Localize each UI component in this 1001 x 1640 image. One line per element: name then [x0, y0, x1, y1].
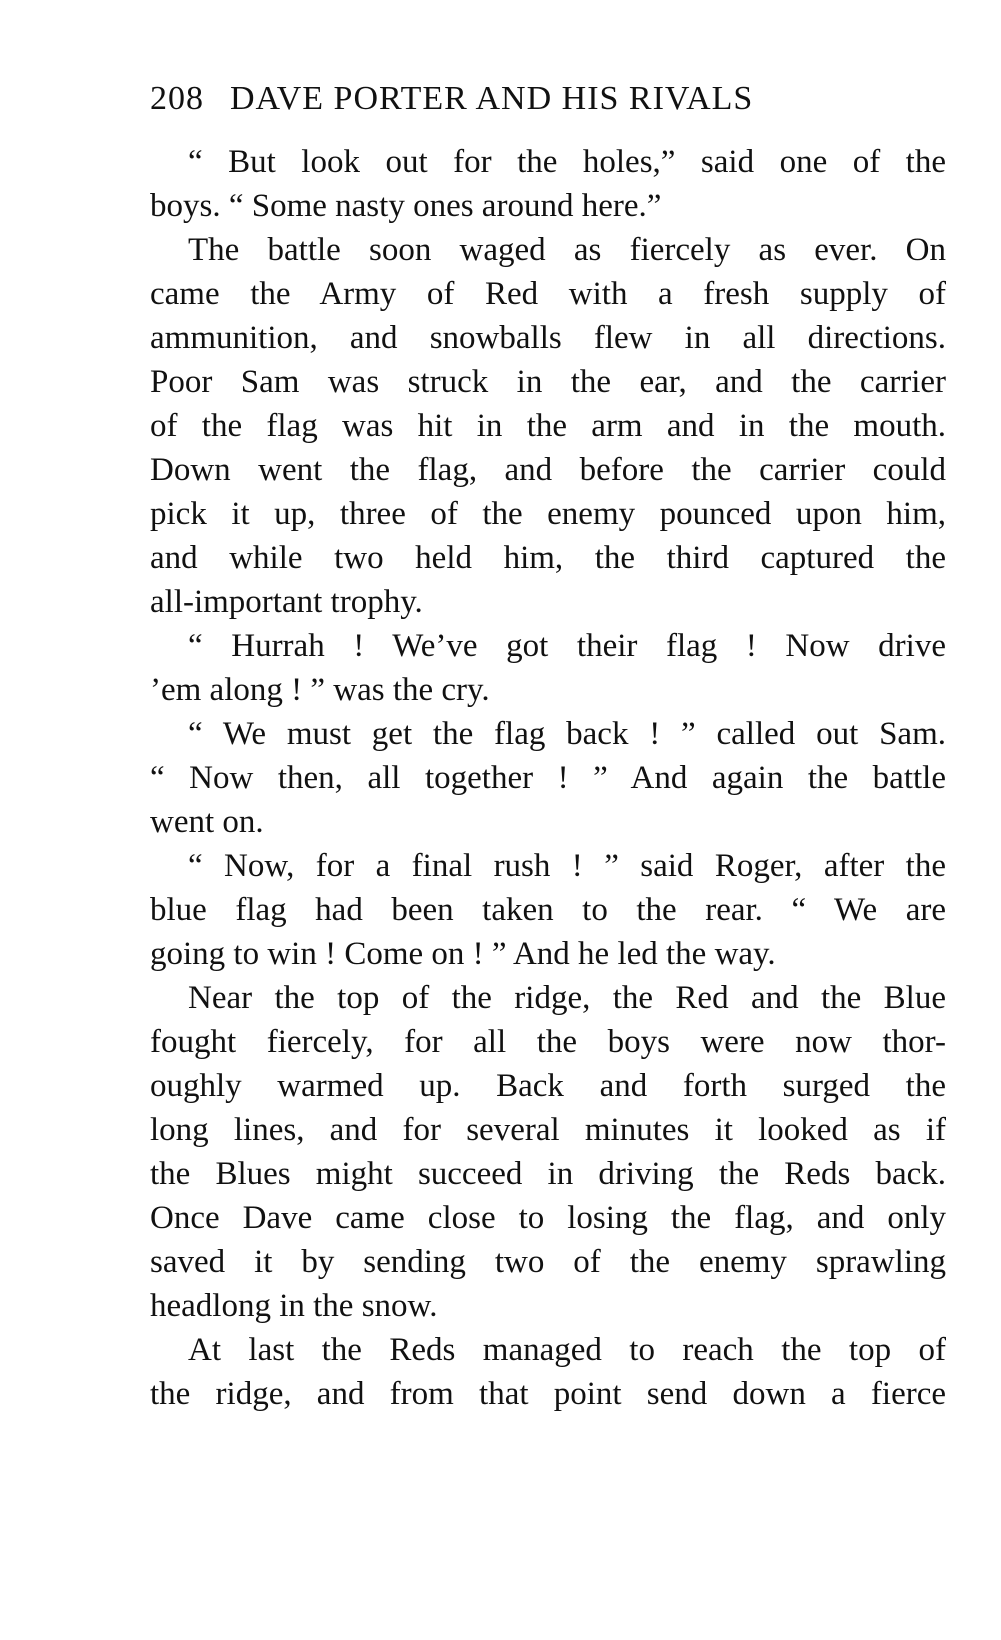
text-line: saved it by sending two of the enemy sprawling	[150, 1244, 946, 1280]
text-line: Once Dave came close to losing the flag, and only	[150, 1200, 946, 1236]
body-text	[150, 140, 946, 1416]
text-line: oughly warmed up. Back and forth surged the	[150, 1068, 946, 1104]
text-line: going to win ! Come on ! ” And he led the way.	[150, 936, 776, 972]
text-line: Near the top of the ridge, the Red and the Blue	[188, 980, 946, 1016]
text-line: all-important trophy.	[150, 584, 423, 620]
book-title: DAVE PORTER AND HIS RIVALS	[230, 80, 754, 117]
running-head	[150, 74, 950, 124]
text-line: of the flag was hit in the arm and in the mouth.	[150, 408, 946, 444]
text-line: ammunition, and snowballs flew in all directions.	[150, 320, 946, 356]
text-line: fought fiercely, for all the boys were now thor-	[150, 1024, 946, 1060]
text-line: the ridge, and from that point send down a fierce	[150, 1376, 946, 1412]
text-line: long lines, and for several minutes it looked as if	[150, 1112, 946, 1148]
text-line: and while two held him, the third captured the	[150, 540, 946, 576]
text-line: “ Now then, all together ! ” And again the battle	[150, 760, 946, 796]
text-line: ’em along ! ” was the cry.	[150, 672, 490, 708]
text-line: came the Army of Red with a fresh supply of	[150, 276, 946, 312]
text-line: “ Now, for a final rush ! ” said Roger, after the	[188, 848, 946, 884]
text-line: “ We must get the flag back ! ” called out Sam.	[188, 716, 946, 752]
text-line: the Blues might succeed in driving the Reds back.	[150, 1156, 946, 1192]
text-line: went on.	[150, 804, 264, 840]
text-line: pick it up, three of the enemy pounced upon him,	[150, 496, 946, 532]
text-line: boys. “ Some nasty ones around here.”	[150, 188, 662, 224]
text-line: Down went the flag, and before the carrier could	[150, 452, 946, 488]
text-line: headlong in the snow.	[150, 1288, 438, 1324]
text-line: The battle soon waged as fiercely as ever. On	[188, 232, 946, 268]
text-line: “ Hurrah ! We’ve got their flag ! Now drive	[188, 628, 946, 664]
text-line: At last the Reds managed to reach the top of	[188, 1332, 946, 1368]
text-line: “ But look out for the holes,” said one of the	[188, 144, 946, 180]
page-number: 208	[150, 80, 204, 117]
text-line: blue flag had been taken to the rear. “ We are	[150, 892, 946, 928]
text-line: Poor Sam was struck in the ear, and the carrier	[150, 364, 946, 400]
